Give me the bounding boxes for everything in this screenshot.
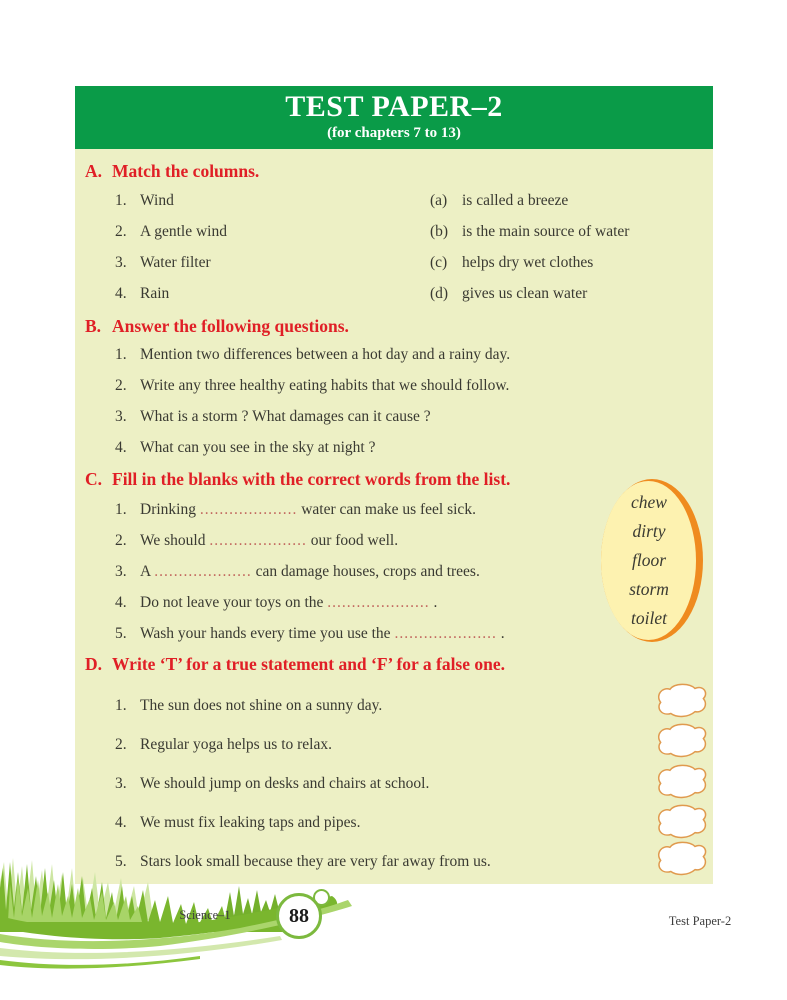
match-row — [75, 278, 713, 309]
section-letter: C. — [85, 469, 103, 489]
match-right: is the main source of water — [462, 223, 630, 240]
question-row — [75, 339, 713, 370]
blank-line: .................... — [209, 532, 307, 549]
section-title: Match the columns. — [112, 161, 260, 181]
fill-blank-text: We should .................... our food well. — [140, 532, 399, 549]
section-title: Fill in the blanks with the correct words from the list. — [112, 469, 511, 489]
question-row — [75, 401, 713, 432]
item-number: 1. — [115, 501, 127, 518]
blank-line: ..................... — [327, 594, 430, 611]
word-list — [600, 488, 698, 633]
true-false-row — [75, 764, 713, 803]
fill-blank-text: Do not leave your toys on the ..................... . — [140, 594, 438, 611]
match-tag: (b) — [430, 223, 449, 240]
match-tag: (c) — [430, 254, 448, 271]
word-list-oval — [600, 478, 704, 643]
match-tag: (a) — [430, 192, 448, 209]
match-tag: (d) — [430, 285, 449, 302]
question-row — [75, 432, 713, 463]
item-number: 3. — [115, 775, 127, 792]
match-right: is called a breeze — [462, 192, 569, 209]
word-list-item: storm — [629, 579, 669, 599]
blank-line: .................... — [154, 563, 252, 580]
match-row — [75, 185, 713, 216]
item-number: 4. — [115, 439, 127, 456]
answer-blob-icon — [656, 763, 708, 800]
item-number: 4. — [115, 814, 127, 831]
word-list-item: dirty — [632, 521, 666, 541]
match-row — [75, 216, 713, 247]
answer-blob-icon — [656, 722, 708, 759]
match-right: helps dry wet clothes — [462, 254, 594, 271]
answer-blob-icon — [656, 803, 708, 840]
word-list-item: chew — [631, 492, 667, 512]
section-b — [75, 314, 713, 463]
true-false-row — [75, 803, 713, 842]
item-number: 5. — [115, 853, 127, 870]
statement-text: Regular yoga helps us to relax. — [140, 736, 332, 753]
footer-chapter-title: Test Paper-2 — [668, 914, 732, 928]
item-number: 3. — [115, 563, 127, 580]
match-row — [75, 247, 713, 278]
question-text: What can you see in the sky at night ? — [140, 439, 376, 456]
section-letter: D. — [85, 654, 103, 674]
item-number: 2. — [115, 223, 127, 240]
section-b-heading — [75, 314, 713, 338]
statement-text: Stars look small because they are very far away from us. — [140, 853, 491, 870]
section-a-heading — [75, 159, 713, 183]
blank-line: ..................... — [394, 625, 497, 642]
statement-text: We should jump on desks and chairs at school. — [140, 775, 430, 792]
true-false-row — [75, 686, 713, 725]
item-number: 4. — [115, 594, 127, 611]
item-number: 1. — [115, 346, 127, 363]
match-left: A gentle wind — [140, 223, 227, 240]
fill-blank-text: A .................... can damage houses, crops and trees. — [140, 563, 480, 580]
section-title: Answer the following questions. — [112, 316, 349, 336]
word-list-item: toilet — [631, 608, 667, 628]
question-text: What is a storm ? What damages can it cause ? — [140, 408, 431, 425]
section-d — [75, 652, 713, 881]
item-number: 3. — [115, 408, 127, 425]
match-left: Rain — [140, 285, 170, 302]
statement-text: We must fix leaking taps and pipes. — [140, 814, 361, 831]
fill-blank-text: Wash your hands every time you use the ..................... . — [140, 625, 505, 642]
item-number: 2. — [115, 736, 127, 753]
blank-line: .................... — [199, 501, 298, 518]
match-right: gives us clean water — [462, 285, 588, 302]
item-number: 2. — [115, 377, 127, 394]
item-number: 2. — [115, 532, 127, 549]
true-false-row — [75, 725, 713, 764]
page-subtitle: (for chapters 7 to 13) — [327, 125, 461, 141]
statement-text: The sun does not shine on a sunny day. — [140, 697, 383, 714]
footer-book-title: Science–1 — [179, 908, 231, 922]
test-paper-header — [75, 86, 713, 149]
section-a — [75, 159, 713, 309]
section-title: Write ‘T’ for a true statement and ‘F’ for a false one. — [112, 654, 506, 674]
match-left: Water filter — [140, 254, 211, 271]
section-letter: A. — [85, 161, 103, 181]
page-title: TEST PAPER–2 — [285, 90, 503, 123]
question-row — [75, 370, 713, 401]
answer-blob-icon — [656, 840, 708, 877]
item-number: 3. — [115, 254, 127, 271]
item-number: 4. — [115, 285, 127, 302]
question-text: Mention two differences between a hot day and a rainy day. — [140, 346, 511, 363]
item-number: 1. — [115, 192, 127, 209]
section-d-heading — [75, 652, 713, 676]
item-number: 5. — [115, 625, 127, 642]
word-list-item: floor — [631, 550, 667, 570]
answer-blob-icon — [656, 682, 708, 719]
test-paper-panel — [75, 86, 713, 884]
page-number-badge: 88 — [276, 893, 322, 939]
question-text: Write any three healthy eating habits that we should follow. — [140, 377, 510, 394]
fill-blank-text: Drinking .................... water can make us feel sick. — [140, 501, 476, 518]
match-left: Wind — [140, 192, 174, 209]
section-letter: B. — [85, 316, 102, 336]
item-number: 1. — [115, 697, 127, 714]
